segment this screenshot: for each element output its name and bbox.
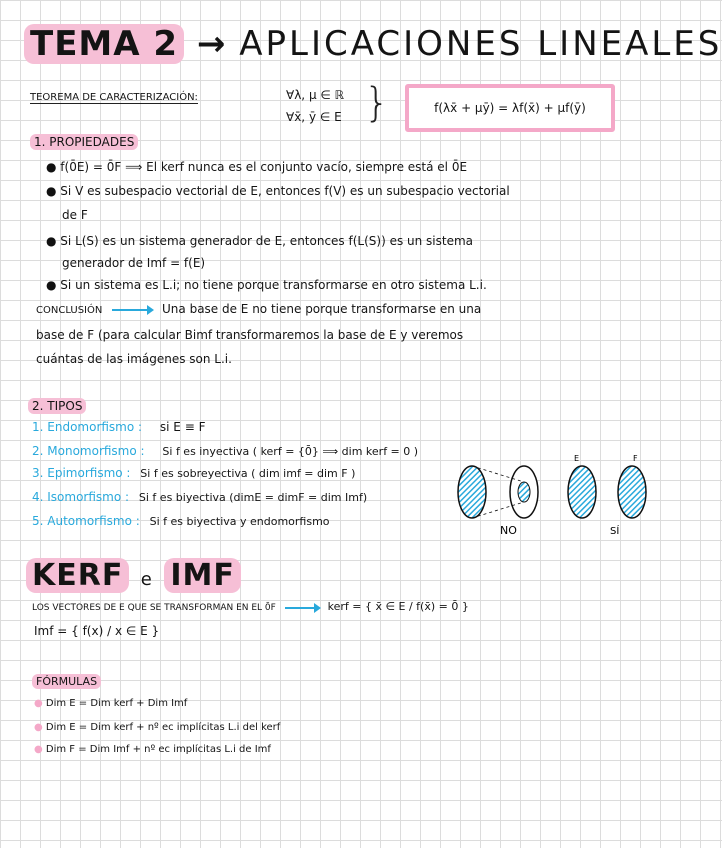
diagram-label-e: E	[574, 454, 580, 463]
theorem-formula: f(λx̄ + μȳ) = λf(x̄) + μf(ȳ)	[434, 101, 586, 115]
formula-item: ● Dim E = Dim kerf + Dim Imf	[34, 698, 188, 709]
type-desc: Si f es biyectiva y endomorfismo	[149, 515, 330, 528]
diagram-si	[568, 466, 646, 518]
kerf-heading-b: IMF	[164, 558, 241, 593]
bullet-icon: ●	[46, 184, 61, 198]
title-main: TEMA 2	[24, 24, 184, 64]
bullet-icon: ●	[46, 278, 61, 292]
type-desc: Si f es inyectiva ( kerf = {0̄} ⟹ dim kerf = 0 )	[162, 445, 419, 458]
types-heading: 2. TIPOS	[28, 398, 86, 414]
type-item	[32, 514, 330, 528]
property-item: ● Si un sistema es L.i; no tiene porque transformarse en otro sistema L.i.	[46, 278, 487, 292]
type-item	[32, 490, 367, 504]
diagram-label-f: F	[633, 454, 638, 463]
title-arrow: →	[196, 24, 227, 64]
property-item: ● f(0̄E) = 0̄F ⟹ El kerf nunca es el conjunto vacío, siempre está el 0̄E	[46, 160, 468, 174]
page-title	[24, 24, 722, 64]
type-label: 3. Epimorfismo :	[32, 466, 131, 480]
mapping-diagram	[452, 452, 652, 538]
properties-heading: 1. PROPIEDADES	[30, 134, 138, 150]
type-label: 5. Automorfismo :	[32, 514, 140, 528]
type-label: 2. Monomorfismo :	[32, 444, 145, 458]
property-item: ● Si V es subespacio vectorial de E, entonces f(V) es un subespacio vectorial	[46, 184, 510, 198]
diagram-label-no: NO	[500, 524, 517, 537]
type-desc: si E ≡ F	[159, 420, 206, 434]
theorem-formula-box	[405, 84, 615, 132]
conclusion-line-1: Una base de E no tiene porque transformarse en una	[162, 302, 482, 316]
conclusion-label: CONCLUSIÓN	[36, 305, 103, 316]
imf-def: Imf = { f(x) / x ∈ E }	[34, 624, 160, 638]
conclusion-line-2: base de F (para calcular Bimf transformaremos la base de E y veremos	[36, 328, 464, 342]
type-label: 1. Endomorfismo :	[32, 420, 143, 434]
conclusion	[36, 302, 481, 316]
type-desc: Si f es sobreyectiva ( dim imf = dim F )	[140, 467, 356, 480]
kerf-line-1	[32, 600, 469, 613]
property-item-cont: generador de Imf = f(E)	[62, 256, 206, 270]
type-item	[32, 420, 205, 434]
theorem-cond1: ∀λ, μ ∈ ℝ	[286, 88, 345, 102]
arrow-right-icon	[285, 607, 319, 609]
type-item	[32, 466, 355, 480]
bullet-icon: ●	[46, 160, 61, 174]
diagram-label-si: SÍ	[610, 526, 620, 537]
kerf-heading-e: e	[140, 569, 153, 590]
arrow-right-icon	[112, 309, 152, 311]
theorem-cond2: ∀x̄, ȳ ∈ E	[286, 110, 342, 124]
bullet-icon: ●	[34, 722, 46, 733]
kerf-formula: kerf = { x̄ ∈ E / f(x̄) = 0̄ }	[327, 600, 469, 613]
formula-item: ● Dim E = Dim kerf + nº ec implícitas L.i del kerf	[34, 722, 281, 733]
bullet-icon: ●	[34, 744, 46, 755]
title-rest: APLICACIONES LINEALES	[239, 24, 722, 64]
type-label: 4. Isomorfismo :	[32, 490, 130, 504]
formula-item: ● Dim F = Dim Imf + nº ec implícitas L.i de Imf	[34, 744, 271, 755]
type-item	[32, 444, 418, 458]
property-item-cont: de F	[62, 208, 88, 222]
conclusion-line-3: cuántas de las imágenes son L.i.	[36, 352, 232, 366]
diagram-no	[458, 466, 538, 518]
bullet-icon: ●	[46, 234, 61, 248]
kerf-def: LOS VECTORES DE E QUE SE TRANSFORMAN EN EL 0̄F	[32, 603, 276, 613]
kerf-heading	[26, 558, 241, 593]
bullet-icon: ●	[34, 698, 46, 709]
type-desc: Si f es biyectiva (dimE = dimF = dim Imf)	[138, 491, 368, 504]
formulas-heading: FÓRMULAS	[32, 674, 101, 689]
property-item: ● Si L(S) es un sistema generador de E, entonces f(L(S)) es un sistema	[46, 234, 474, 248]
theorem-label: TEOREMA DE CARACTERIZACIÓN:	[30, 92, 198, 103]
kerf-heading-a: KERF	[26, 558, 129, 593]
theorem-brace: }	[364, 80, 390, 126]
